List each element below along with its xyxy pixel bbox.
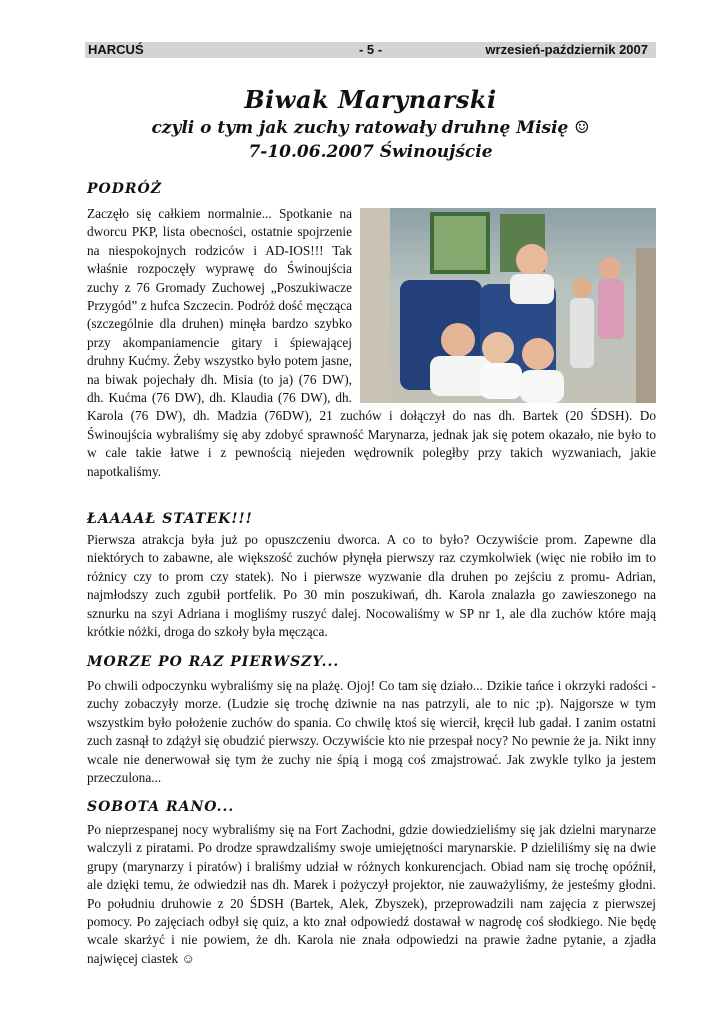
section-heading-statek: ŁAAAAŁ STATEK!!!: [87, 511, 253, 527]
section-body-statek: Pierwsza atrakcja była już po opuszczeniu dworca. A co to było? Oczywiście prom. Zapewne dla niektórych to zabawne, ale większość zuchów płynęła pierwszy raz czymkolwiek (więc nie robiło im to różnicy czy to prom czy statek). No i pierwsze wyzwanie dla druhen po zejściu z promu- Adrian, najmłodszy zuch zgubił portfelik. Po 30 min poszukiwań, dh. Karola znalazła go zawieszonego na sznurku na szyi Adriana i mogliśmy ruszyć dalej. Nocowaliśmy w SP nr 1, ale dla zuchów które mają krótkie nóżki, droga do szkoły była męcząca.: [87, 532, 656, 640]
page-number: - 5 -: [358, 42, 383, 57]
section-body-sobota: Po nieprzespanej nocy wybraliśmy się na Fort Zachodni, gdzie dowiedzieliśmy się jak dzielni marynarze walczyli z piratami. Po drodze sprawdzaliśmy swoje umiejętności marynarskie. P dzieliliśmy się na dwie grupy (marynarzy i piratów) i braliśmy udział w różnych konkurencjach. Obiad nam się trochę opóźnił, ale dzięki temu, że odwiedził nas dh. Marek i pożyczył projektor, nie zauważyliśmy, że jesteśmy głodni. Po południu druhowie z 20 ŚDSH (Bartek, Alek, Zbyszek), przeprowadzili nam zajęcia z pierwszej pomocy. Po zajęciach odbył się quiz, a kto znał odpowiedź dostawał w nagrodę coś słodkiego. Nie będę wcale skarżyć i nie powiem, że dh. Karola nie znała odpowiedzi na prawie żadne pytanie, a zjadła najwięcej ciastek ☺: [87, 822, 656, 966]
section-text-podroz: Zaczęło się całkiem normalnie... Spotkanie na dworcu PKP, lista obecności, ostatnie spojrzenie na niespokojnych rodziców i AD-IOS!!! Tak właśnie rozpoczęły wyprawę do Świnoujścia zuchy z 76 Gromady Zuchowej „Poszukiwacze Przygód” z hufca Szczecin. Podróż dość męcząca (szczególnie dla druhen) minęła bardzo szybko przy akompaniamencie gitary i śpiewającej druhny Kućmy. Żeby wszystko było potem jasne, na biwak pojechały dh. Misia (to ja) (76 DW), dh. Kućma (76 DW), dh. Klaudia (76 DW), dh. Karola (76 DW), dh. Madzia (76DW), 21 zuchów i dołączył do nas dh. Bartek (20 ŚDSH). Do Świnoujścia wybraliśmy się aby zdobyć sprawność Marynarza, jednak jak się potem okazało, nie było to w cale takie łatwe i z pewnością niejeden wędrownik poległby przy takich wyzwaniach, jakie napotkaliśmy.: [87, 206, 656, 479]
article-dates: 7-10.06.2007 Świnoujście: [248, 142, 493, 162]
photo-children-on-train: [360, 208, 656, 403]
section-heading-sobota: SOBOTA RANO...: [87, 799, 235, 815]
article-subtitle: czyli o tym jak zuchy ratowały druhnę Misię ☺: [151, 118, 590, 138]
section-body-morze: Po chwili odpoczynku wybraliśmy się na plażę. Ojoj! Co tam się działo... Dzikie tańce i okrzyki radości - zuchy zobaczyły morze. (Ludzie się trochę dziwnie na nas patrzyli, ale to nic ;p). Najgorsze w tym wszystkim było położenie zuchów do spania. Co chwilę ktoś się wiercił, kręcił lub gadał. I zanim ostatni zuch zasnął to zdążył się obudzić pierwszy. Oczywiście kto nie przespał nocy? No pewnie że ja. Nikt inny wcale nie denerwował się tym że zuchy nie śpią i mogą coś zmajstrować. Jak zwykle tylko ja jestem przeczulona...: [87, 678, 656, 786]
section-heading-podroz: PODRÓŻ: [87, 181, 162, 197]
page-header: [85, 42, 656, 58]
section-heading-morze: MORZE PO RAZ PIERWSZY...: [87, 654, 340, 670]
article-title: Biwak Marynarski: [244, 85, 497, 114]
magazine-name: HARCUŚ: [88, 42, 144, 57]
section-body-podroz: [87, 205, 656, 481]
issue-date: wrzesień-październik 2007: [485, 42, 648, 57]
